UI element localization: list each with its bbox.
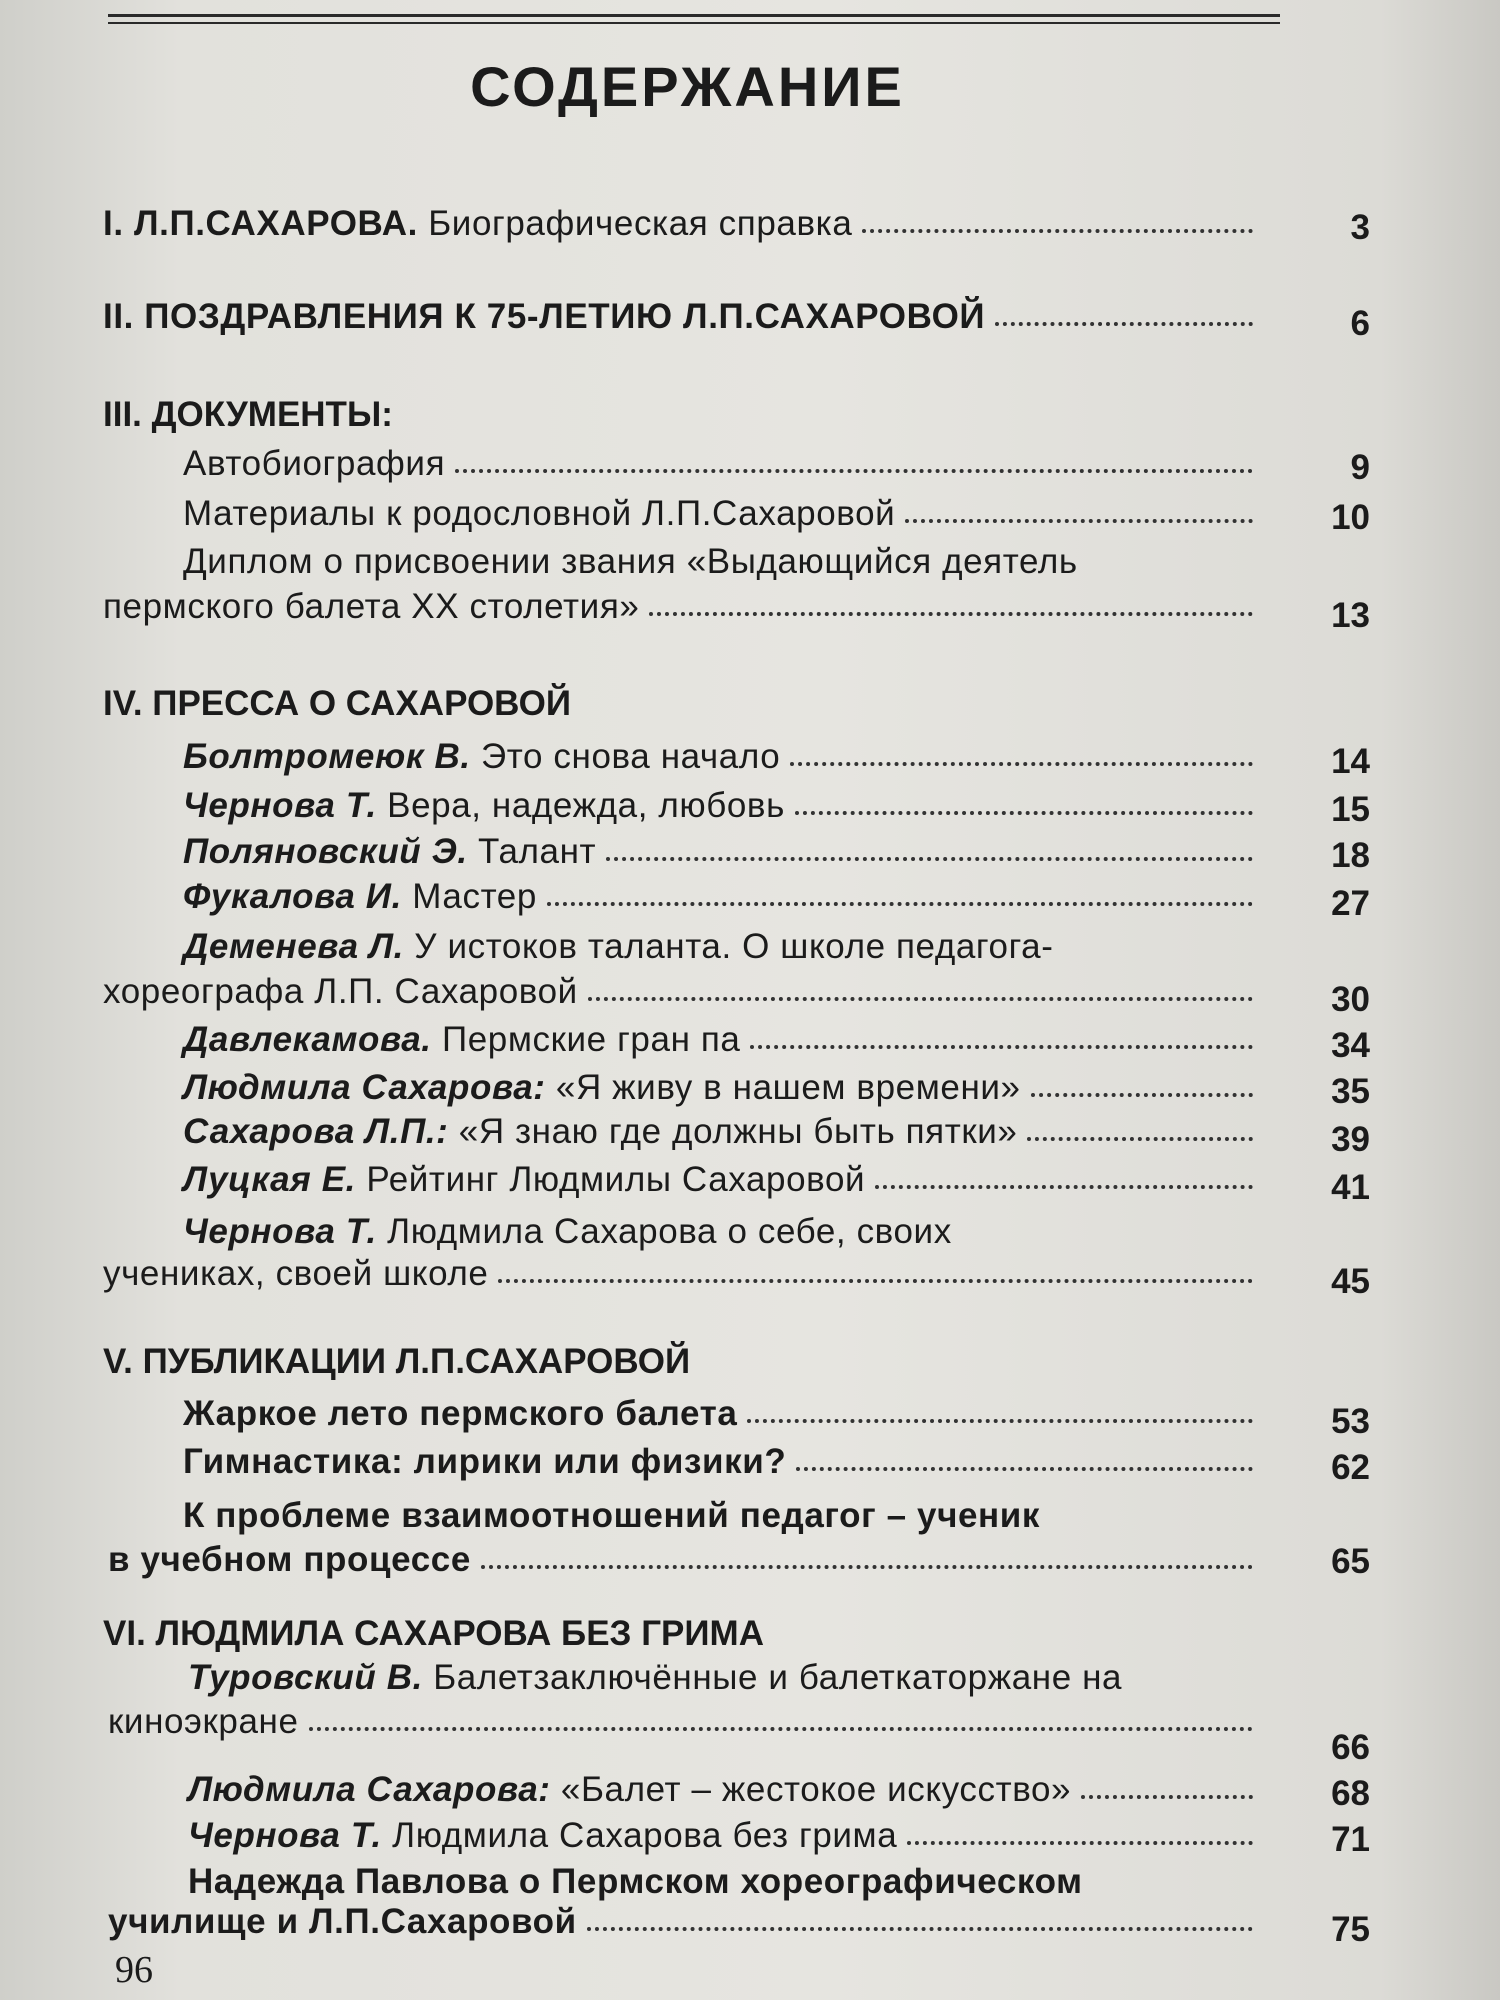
page-number: 68: [1331, 1774, 1370, 1813]
toc-entry: [103, 1252, 1263, 1296]
toc-entry: [188, 1814, 1263, 1858]
page-number: 14: [1331, 742, 1370, 781]
section-6-heading: VI. ЛЮДМИЛА САХАРОВА БЕЗ ГРИМА: [103, 1614, 764, 1653]
entry-title: Материалы к родословной Л.П.Сахаровой: [183, 494, 896, 533]
leader-dots: [875, 1179, 1253, 1189]
section-5-heading: V. ПУБЛИКАЦИИ Л.П.САХАРОВОЙ: [103, 1342, 691, 1381]
leader-dots: [588, 991, 1253, 1001]
entry-title: Талант: [478, 832, 597, 871]
entry-author: Поляновский Э.: [183, 832, 468, 871]
leader-dots: [790, 756, 1253, 766]
entry-author: Чернова Т.: [183, 1212, 377, 1251]
entry-line1: [188, 1656, 1122, 1700]
toc-entry: [183, 875, 1263, 919]
entry-line1: [183, 925, 1054, 969]
leader-dots: [1081, 1789, 1253, 1799]
leader-dots: [547, 896, 1253, 906]
leader-dots: [796, 1461, 1253, 1471]
toc-section-2: [103, 295, 1263, 339]
entry-title-line1: К проблеме взаимоотношений педагог – ученик: [183, 1496, 1041, 1535]
entry-author: Болтромеюк В.: [183, 737, 471, 776]
page-number: 66: [1331, 1728, 1370, 1767]
section-1-subtitle: Биографическая справка: [428, 204, 853, 243]
entry-author: Туровский В.: [188, 1658, 423, 1697]
entry-title: Мастер: [412, 877, 537, 916]
page-number: 53: [1331, 1402, 1370, 1441]
page-number: 65: [1331, 1542, 1370, 1581]
toc-entry: [108, 1538, 1263, 1582]
entry-title-line1: Надежда Павлова о Пермском хореографическом: [188, 1862, 1083, 1901]
entry-title: Автобиография: [183, 444, 446, 483]
toc-entry: [183, 1392, 1263, 1436]
leader-dots: [498, 1273, 1253, 1283]
entry-author: Луцкая Е.: [183, 1160, 356, 1199]
page-number: 71: [1331, 1820, 1370, 1859]
page-number: 18: [1331, 836, 1370, 875]
entry-title-line1: Людмила Сахарова о себе, своих: [387, 1212, 952, 1251]
entry-title: «Я живу в нашем времени»: [555, 1068, 1021, 1107]
toc-entry: [183, 1018, 1263, 1062]
page-number: 39: [1331, 1120, 1370, 1159]
toc-entry: [183, 735, 1263, 779]
page-number: 34: [1331, 1026, 1370, 1065]
entry-author: Давлекамова.: [183, 1020, 432, 1059]
folio-page-number: 96: [115, 1949, 153, 1991]
page-number: 13: [1331, 596, 1370, 635]
leader-dots: [747, 1413, 1253, 1423]
page-number: 30: [1331, 980, 1370, 1019]
toc-entry: [183, 1110, 1263, 1154]
page-number: 35: [1331, 1072, 1370, 1111]
entry-author: Чернова Т.: [188, 1816, 382, 1855]
page-number: 41: [1331, 1168, 1370, 1207]
toc-entry: [183, 442, 1263, 486]
leader-dots: [649, 606, 1253, 616]
entry-title: Людмила Сахарова без грима: [392, 1816, 898, 1855]
toc-entry: [183, 1158, 1263, 1202]
entry-title-line2: учениках, своей школе: [103, 1254, 489, 1293]
leader-dots: [1031, 1087, 1253, 1097]
toc-entry: [183, 492, 1263, 536]
entry-title: Это снова начало: [481, 737, 781, 776]
entry-author: Людмила Сахарова:: [183, 1068, 546, 1107]
toc-entry: [103, 970, 1263, 1014]
entry-author: Чернова Т.: [183, 786, 377, 825]
toc-entry: [183, 830, 1263, 874]
toc-entry: [183, 784, 1263, 828]
leader-dots: [455, 463, 1253, 473]
page-number: 45: [1331, 1262, 1370, 1301]
entry-title: «Я знаю где должны быть пятки»: [458, 1112, 1018, 1151]
entry-title: Рейтинг Людмилы Сахаровой: [366, 1160, 866, 1199]
entry-title-line2: в учебном процессе: [108, 1540, 471, 1579]
entry-title-line2: пермского балета XX столетия»: [103, 587, 640, 626]
leader-dots: [750, 1039, 1253, 1049]
entry-title-line1: Диплом о присвоении звания «Выдающийся деятель: [183, 542, 1078, 581]
entry-author: Деменева Л.: [183, 927, 404, 966]
entry-title: «Балет – жестокое искусство»: [560, 1770, 1072, 1809]
entry-title-line2: училище и Л.П.Сахаровой: [108, 1902, 577, 1941]
leader-dots: [862, 223, 1253, 233]
leader-dots: [907, 1835, 1253, 1845]
toc-entry: [108, 1900, 1263, 1944]
page-number: 75: [1331, 1910, 1370, 1949]
entry-title: Гимнастика: лирики или физики?: [183, 1442, 787, 1481]
entry-line1: [183, 1210, 952, 1254]
entry-author: Фукалова И.: [183, 877, 402, 916]
leader-dots: [1027, 1131, 1253, 1141]
page-number: 27: [1331, 884, 1370, 923]
toc-entry: [188, 1768, 1263, 1812]
page-number: 6: [1350, 304, 1370, 343]
section-1-number: I.: [103, 204, 124, 243]
entry-title-line2: киноэкране: [108, 1702, 299, 1741]
entry-title: Вера, надежда, любовь: [387, 786, 785, 825]
toc-section-1: [103, 202, 1263, 246]
toc-entry: [183, 1440, 1263, 1484]
leader-dots: [606, 851, 1253, 861]
entry-title-line2: хореографа Л.П. Сахаровой: [103, 972, 578, 1011]
page-number: 10: [1331, 498, 1370, 537]
page-number: 15: [1331, 790, 1370, 829]
leader-dots: [309, 1721, 1253, 1731]
entry-title-line1: У истоков таланта. О школе педагога-: [414, 927, 1054, 966]
leader-dots: [587, 1921, 1253, 1931]
entry-author: Сахарова Л.П.:: [183, 1112, 449, 1151]
leader-dots: [795, 805, 1253, 815]
section-4-heading: IV. ПРЕССА О САХАРОВОЙ: [103, 684, 571, 723]
section-2-heading: II. ПОЗДРАВЛЕНИЯ К 75-ЛЕТИЮ Л.П.САХАРОВОЙ: [103, 297, 986, 336]
page-number: 62: [1331, 1448, 1370, 1487]
section-3-heading: III. ДОКУМЕНТЫ:: [103, 395, 393, 434]
toc-entry: [108, 1700, 1263, 1744]
section-1-heading: Л.П.САХАРОВА.: [133, 204, 418, 243]
toc-entry: [103, 585, 1263, 629]
page-number: 9: [1350, 448, 1370, 487]
page-title: СОДЕРЖАНИЕ: [470, 55, 905, 118]
entry-title: Пермские гран па: [441, 1020, 741, 1059]
entry-author: Людмила Сахарова:: [188, 1770, 551, 1809]
leader-dots: [995, 316, 1253, 326]
leader-dots: [905, 513, 1253, 523]
entry-title-line1: Балетзаключённые и балеткаторжане на: [433, 1658, 1123, 1697]
entry-title: Жаркое лето пермского балета: [183, 1394, 738, 1433]
leader-dots: [481, 1559, 1253, 1569]
page-number: 3: [1350, 208, 1370, 247]
toc-entry: [183, 1066, 1263, 1110]
